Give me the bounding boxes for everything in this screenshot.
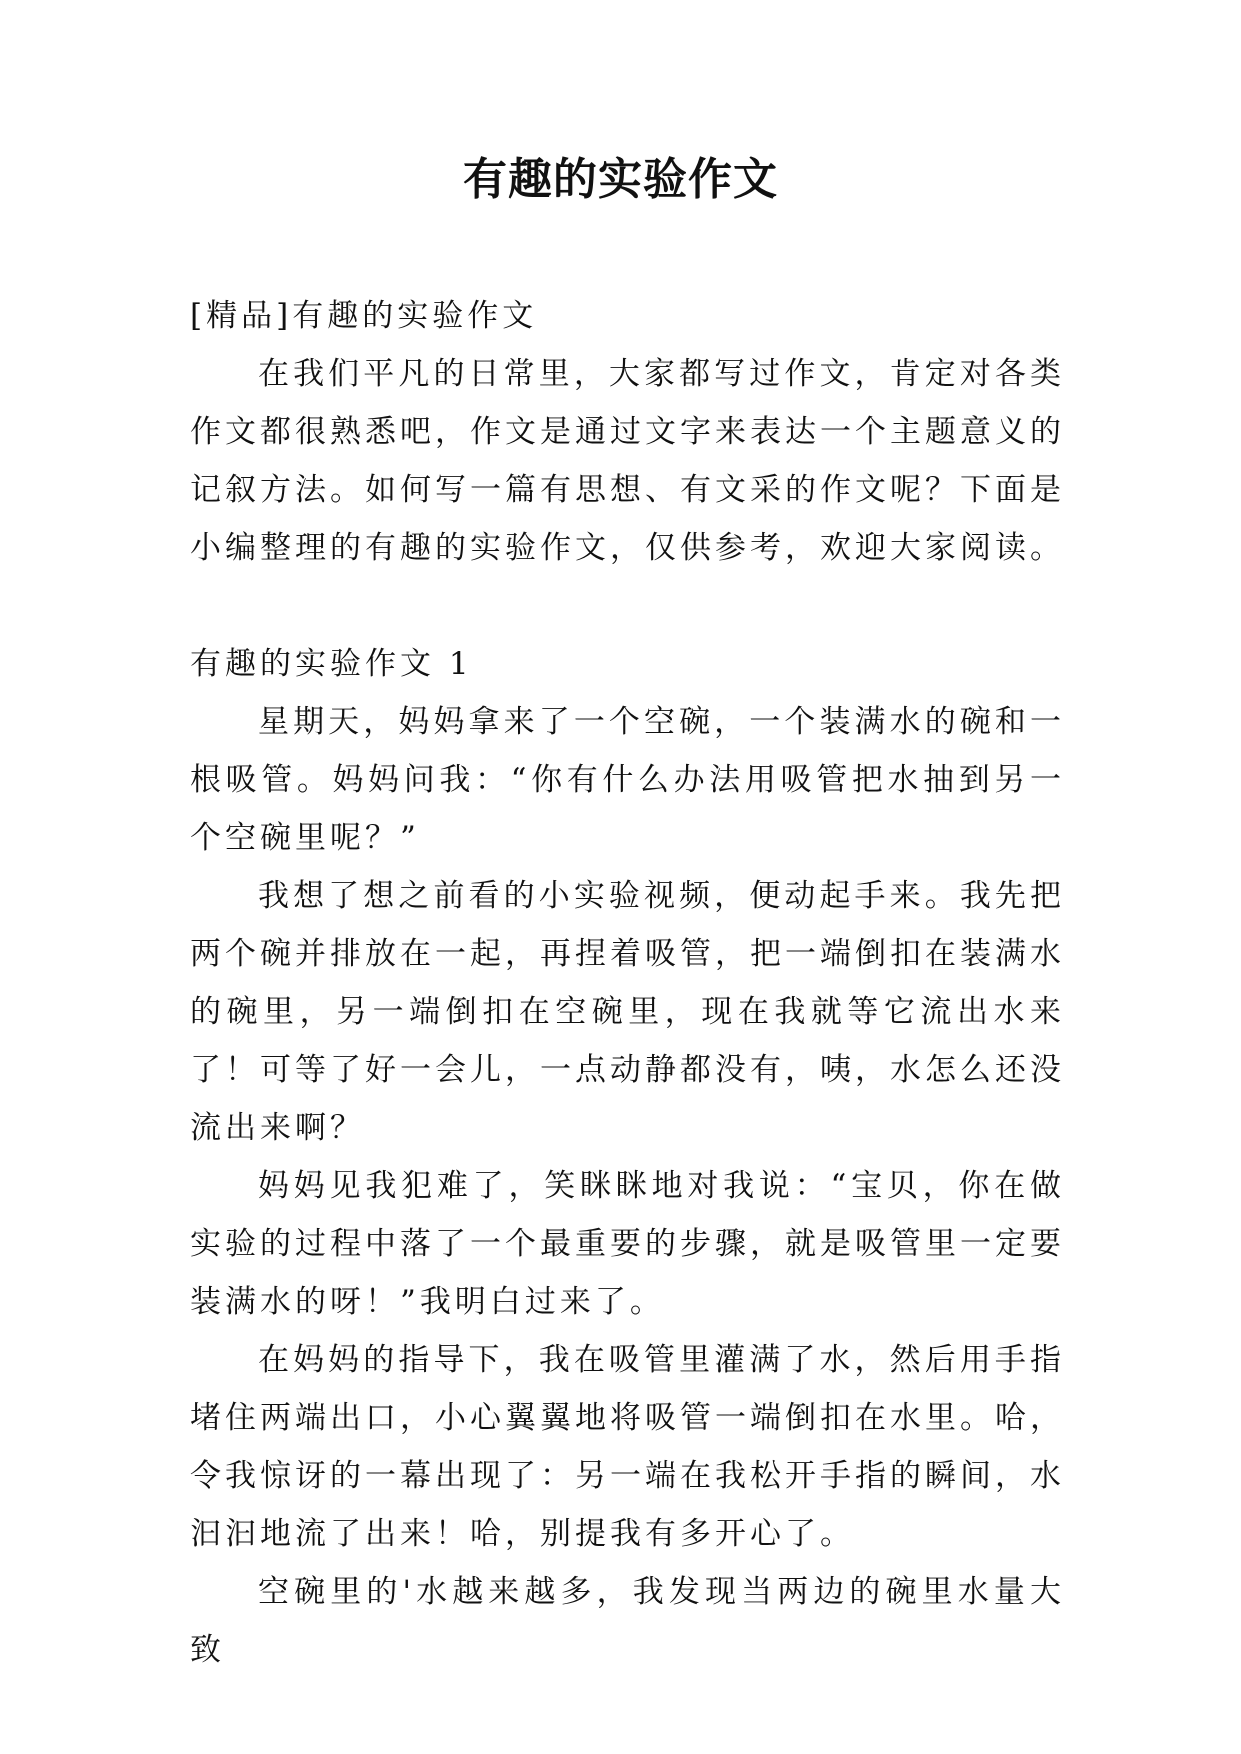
paragraph: 妈妈见我犯难了，笑眯眯地对我说：“宝贝，你在做实验的过程中落了一个最重要的步骤，就是吸管里一定要装满水的呀！”我明白过来了。 — [190, 1168, 1065, 1320]
section-heading: 有趣的实验作文 1 — [190, 646, 473, 682]
document-body — [190, 287, 1065, 1679]
section-gap — [190, 577, 1065, 635]
paragraph: 空碗里的'水越来越多，我发现当两边的碗里水量大致 — [190, 1574, 1065, 1668]
intro-paragraph: 在我们平凡的日常里，大家都写过作文，肯定对各类作文都很熟悉吧，作文是通过文字来表达一个主题意义的记叙方法。如何写一篇有思想、有文采的作文呢？下面是小编整理的有趣的实验作文，仅供参考，欢迎大家阅读。 — [190, 356, 1065, 566]
paragraph: 星期天，妈妈拿来了一个空碗，一个装满水的碗和一根吸管。妈妈问我：“你有什么办法用吸管把水抽到另一个空碗里呢？” — [190, 704, 1065, 856]
paragraph: 在妈妈的指导下，我在吸管里灌满了水，然后用手指堵住两端出口，小心翼翼地将吸管一端倒扣在水里。哈，令我惊讶的一幕出现了：另一端在我松开手指的瞬间，水汩汩地流了出来！哈，别提我有多开心了。 — [190, 1342, 1065, 1552]
intro-heading: [精品]有趣的实验作文 — [190, 298, 538, 334]
document-title: 有趣的实验作文 — [463, 154, 778, 205]
paragraph: 我想了想之前看的小实验视频，便动起手来。我先把两个碗并排放在一起，再捏着吸管，把一端倒扣在装满水的碗里，另一端倒扣在空碗里，现在我就等它流出水来了！可等了好一会儿，一点动静都没有，咦，水怎么还没流出来啊？ — [190, 878, 1065, 1146]
